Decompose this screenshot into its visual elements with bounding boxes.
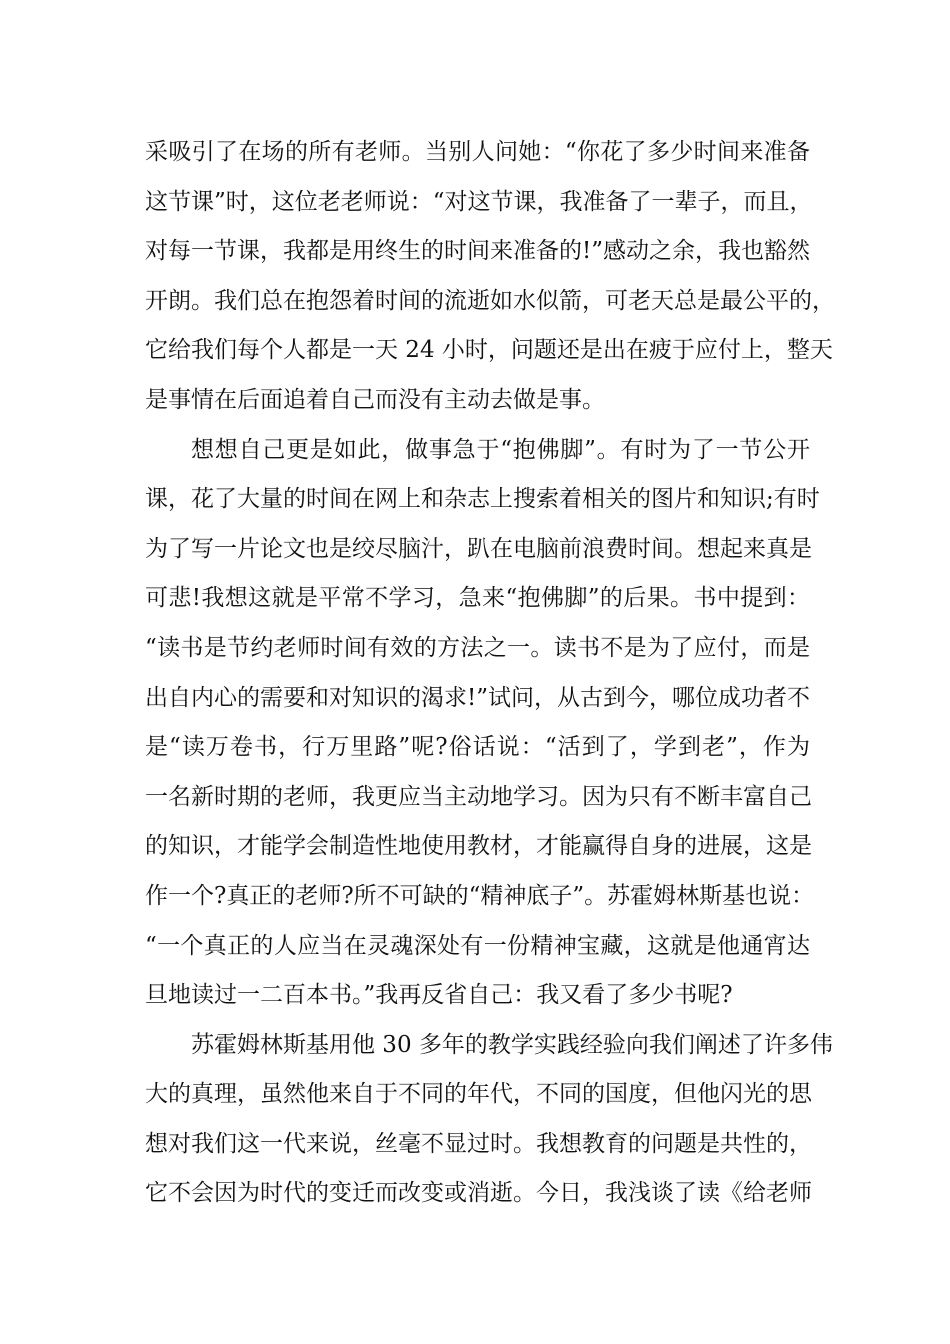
- text-line: “读书是节约老师时间有效的方法之一。读书不是为了应付，而是: [145, 634, 810, 661]
- text-line: 作一个?真正的老师?所不可缺的“精神底子”。苏霍姆林斯基也说：: [145, 882, 815, 909]
- text-line: 一名新时期的老师，我更应当主动地学习。因为只有不断丰富自己: [145, 783, 812, 810]
- text-line: 是事情在后面追着自己而没有主动去做是事。: [145, 386, 605, 413]
- text-line: 大的真理，虽然他来自于不同的年代，不同的国度，但他闪光的思: [145, 1081, 812, 1108]
- text-line: 为了写一片论文也是绞尽脑汁，趴在电脑前浪费时间。想起来真是: [145, 535, 812, 562]
- text-line: 采吸引了在场的所有老师。当别人问她：“你花了多少时间来准备: [145, 139, 810, 165]
- text-line: “一个真正的人应当在灵魂深处有一份精神宝藏，这就是他通宵达: [145, 932, 810, 959]
- text-line: 对每一节课，我都是用终生的时间来准备的!”感动之余，我也豁然: [145, 238, 811, 265]
- text-line: 开朗。我们总在抱怨着时间的流逝如水似箭，可老天总是最公平的，: [145, 287, 835, 314]
- text-line: 苏霍姆林斯基用他 30 多年的教学实践经验向我们阐述了许多伟: [191, 1031, 833, 1058]
- text-line: 旦地读过一二百本书。”我再反省自己：我又看了多少书呢?: [145, 982, 733, 1009]
- body-text: [145, 128, 835, 1219]
- text-line: 是“读万卷书，行万里路”呢?俗话说：“活到了，学到老”，作为: [145, 734, 810, 761]
- text-line: 想想自己更是如此，做事急于“抱佛脚”。有时为了一节公开: [191, 436, 810, 463]
- text-line: 可悲!我想这就是平常不学习，急来“抱佛脚”的后果。书中提到：: [145, 585, 810, 612]
- text-line: 想对我们这一代来说，丝毫不显过时。我想教育的问题是共性的，: [145, 1130, 812, 1157]
- text-line: 的知识，才能学会制造性地使用教材，才能赢得自身的进展，这是: [145, 833, 812, 860]
- text-line: 这节课”时，这位老老师说：“对这节课，我准备了一辈子，而且，: [145, 188, 813, 215]
- text-line: 它不会因为时代的变迁而改变或消逝。今日，我浅谈了读《给老师: [145, 1180, 812, 1207]
- text-line: 它给我们每个人都是一天 24 小时，问题还是出在疲于应付上，整天: [145, 337, 833, 364]
- text-line: 出自内心的需要和对知识的渴求!”试问，从古到今，哪位成功者不: [145, 684, 811, 711]
- text-line: 课，花了大量的时间在网上和杂志上搜索着相关的图片和知识;有时: [145, 486, 820, 513]
